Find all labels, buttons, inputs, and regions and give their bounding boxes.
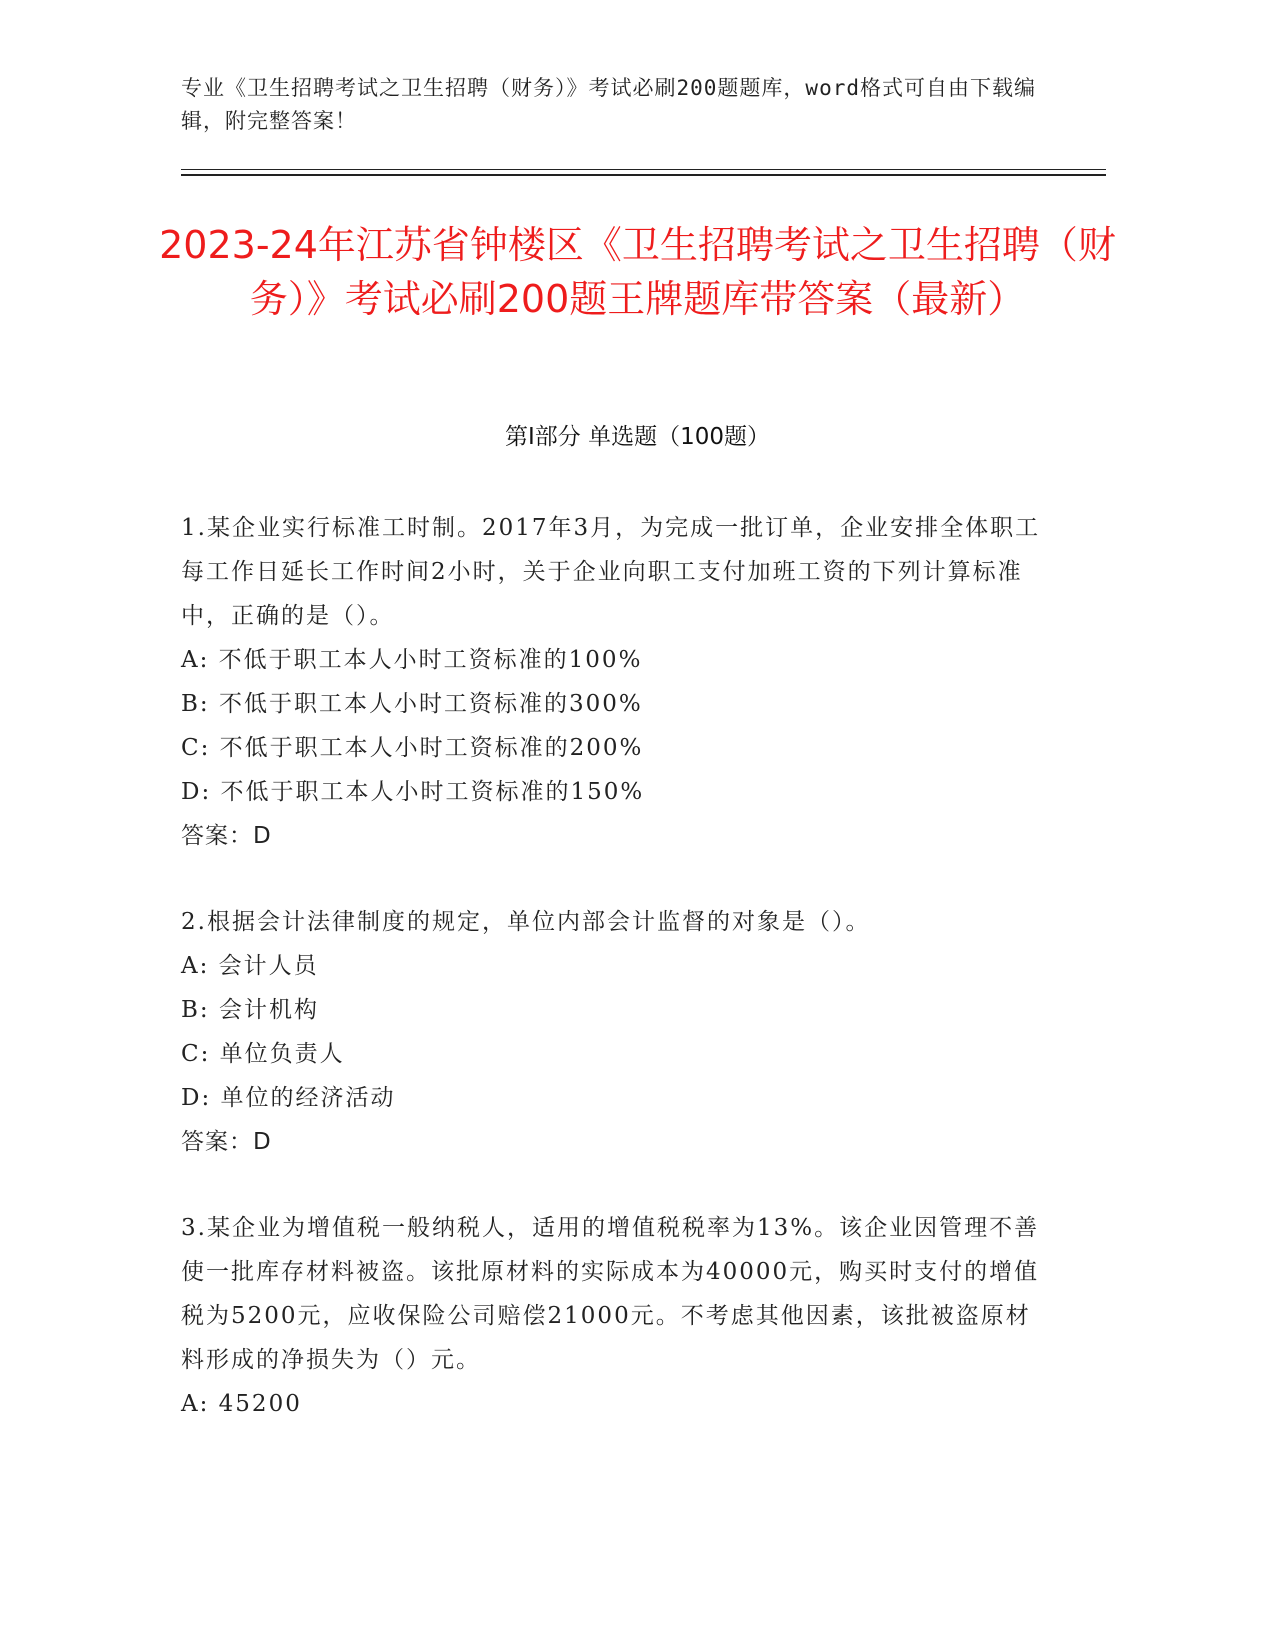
option-b: B: 不低于职工本人小时工资标准的300% bbox=[181, 691, 643, 717]
question-list bbox=[181, 506, 1041, 1468]
header-divider-thin bbox=[181, 169, 1106, 170]
option-a: A: 45200 bbox=[181, 1391, 302, 1417]
question-2 bbox=[181, 900, 1041, 1164]
option-b: B: 会计机构 bbox=[181, 997, 319, 1023]
question-3 bbox=[181, 1206, 1041, 1426]
option-c: C: 单位负责人 bbox=[181, 1041, 345, 1067]
option-a: A: 不低于职工本人小时工资标准的100% bbox=[181, 647, 643, 673]
answer: 答案：D bbox=[181, 1129, 272, 1155]
section-heading: 第I部分 单选题（100题） bbox=[505, 424, 770, 450]
question-stem: 1.某企业实行标准工时制。2017年3月，为完成一批订单，企业安排全体职工每工作日延长工作时间2小时，关于企业向职工支付加班工资的下列计算标准中，正确的是（）。 bbox=[181, 515, 1041, 629]
option-d: D: 不低于职工本人小时工资标准的150% bbox=[181, 779, 645, 805]
header-divider-thick bbox=[181, 174, 1106, 176]
option-a: A: 会计人员 bbox=[181, 953, 319, 979]
header-note: 专业《卫生招聘考试之卫生招聘（财务）》考试必刷200题题库，word格式可自由下载编辑，附完整答案！ bbox=[181, 76, 1036, 133]
document-title: 2023-24年江苏省钟楼区《卫生招聘考试之卫生招聘（财务）》考试必刷200题王牌题库带答案（最新） bbox=[159, 223, 1116, 321]
option-d: D: 单位的经济活动 bbox=[181, 1085, 396, 1111]
option-c: C: 不低于职工本人小时工资标准的200% bbox=[181, 735, 644, 761]
question-1 bbox=[181, 506, 1041, 858]
question-stem: 3.某企业为增值税一般纳税人，适用的增值税税率为13%。该企业因管理不善使一批库存材料被盗。该批原材料的实际成本为40000元，购买时支付的增值税为5200元，应收保险公司赔偿21000元。不考虑其他因素，该批被盗原材料形成的净损失为（）元。 bbox=[181, 1215, 1040, 1373]
answer: 答案：D bbox=[181, 823, 272, 849]
question-stem: 2.根据会计法律制度的规定，单位内部会计监督的对象是（）。 bbox=[181, 909, 871, 935]
